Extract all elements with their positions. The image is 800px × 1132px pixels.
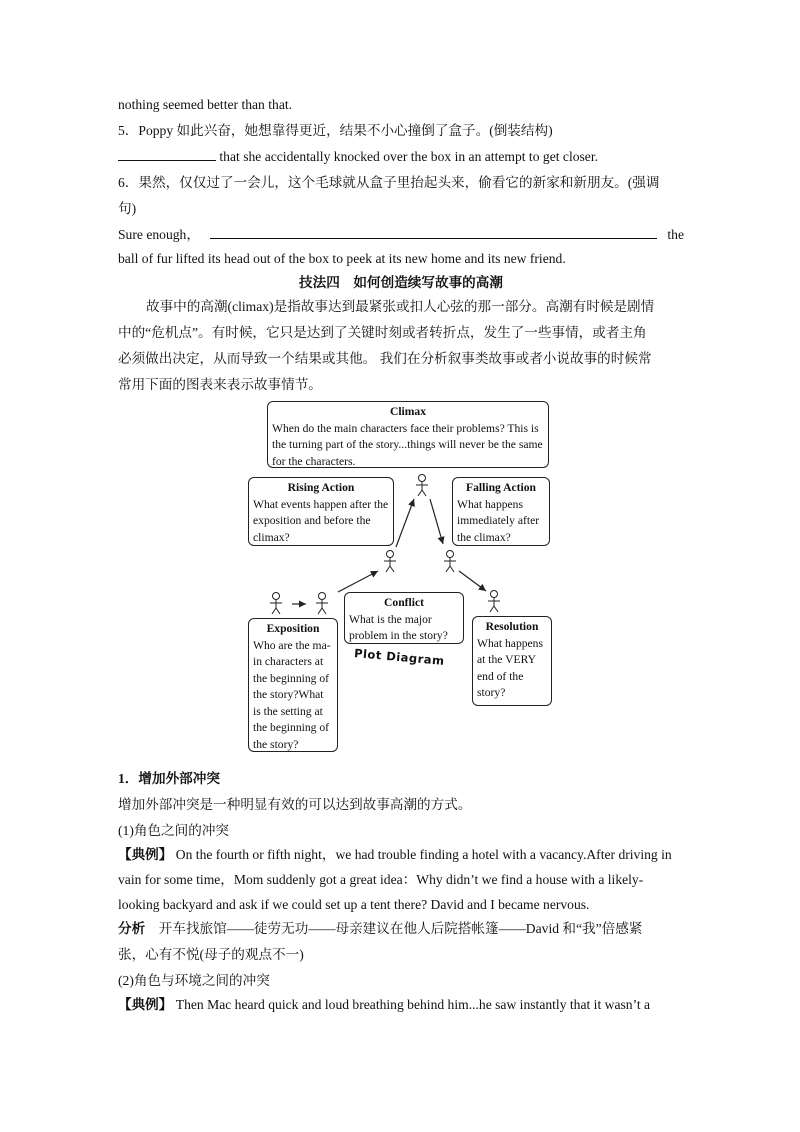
character-icon xyxy=(440,549,460,573)
box-title: Rising Action xyxy=(287,481,355,494)
falling-action-box xyxy=(452,477,550,546)
text-line: nothing seemed better than that. xyxy=(118,97,293,112)
answer-prefix: Sure enough， xyxy=(118,227,200,242)
analysis-tag: 分析 xyxy=(118,921,146,936)
arrow xyxy=(430,499,443,544)
arrow xyxy=(338,571,378,592)
box-text: What is the major problem in the story? xyxy=(349,612,448,642)
paragraph-line: 增加外部冲突是一种明显有效的可以达到故事高潮的方式。 xyxy=(118,797,472,812)
sub-item: (1)角色之间的冲突 xyxy=(118,823,230,838)
box-title: Conflict xyxy=(384,596,424,609)
analysis-line: 张，心有不悦(母子的观点不一) xyxy=(118,947,304,962)
paragraph-line: 常用下面的图表来表示故事情节。 xyxy=(118,377,322,392)
character-icon xyxy=(484,589,504,613)
plot-diagram-title: Plot Diagram xyxy=(353,646,446,668)
sub-item: (2)角色与环境之间的冲突 xyxy=(118,973,270,988)
box-title: Climax xyxy=(389,405,427,418)
paragraph-line: 必须做出决定，从而导致一个结果或其他。 我们在分析叙事类故事或者小说故事的时候常 xyxy=(118,351,652,366)
plot-diagram xyxy=(246,399,556,757)
analysis-line xyxy=(118,920,684,938)
example-tag: 【典例】 xyxy=(118,997,173,1012)
question-6-cont: 句) xyxy=(118,201,137,216)
section-heading: 技法四 如何创造续写故事的高潮 xyxy=(299,275,503,290)
answer-suffix: the xyxy=(667,227,684,242)
example-line: vain for some time，Mom suddenly got a great idea：Why didn’t we find a house with a likely- xyxy=(118,872,644,887)
paragraph-line: 故事中的高潮(climax)是指故事达到最紧张或扣人心弦的那一部分。高潮有时候是剧情 xyxy=(146,299,655,314)
character-icon xyxy=(266,591,286,615)
character-icon xyxy=(412,473,432,497)
box-text: What happens immediately after the climax? xyxy=(457,497,540,544)
answer-line-6 xyxy=(118,226,684,244)
box-text: What events happen after the exposition and before the climax? xyxy=(253,497,389,544)
box-text: When do the main characters face their problems? This is the turning part of the story...things will never be the same for the characters. xyxy=(272,421,543,468)
answer-line-5 xyxy=(118,148,684,166)
box-text: Who are the ma-in characters at the beginning of the story?What is the setting at the beginning of the story? xyxy=(253,638,331,751)
climax-box xyxy=(267,401,549,468)
character-icon xyxy=(312,591,332,615)
example-line xyxy=(118,996,684,1014)
answer-blank[interactable] xyxy=(118,148,216,161)
answer-blank[interactable] xyxy=(210,226,657,239)
box-text: What happens at the VERY end of the story? xyxy=(477,636,543,699)
exposition-box xyxy=(248,618,338,752)
rising-action-box xyxy=(248,477,394,546)
example-text: Then Mac heard quick and loud breathing behind him...he saw instantly that it wasn’t a xyxy=(172,997,651,1012)
box-title: Exposition xyxy=(266,622,320,635)
subsection-heading: 1．增加外部冲突 xyxy=(118,771,220,786)
resolution-box xyxy=(472,616,552,706)
paragraph-line: 中的“危机点”。有时候，它只是达到了关键时刻或者转折点，发生了一些事情，或者主角 xyxy=(118,325,647,340)
character-icon xyxy=(380,549,400,573)
conflict-box xyxy=(344,592,464,644)
question-6: 6．果然，仅仅过了一会儿，这个毛球就从盒子里抬起头来，偷看它的新家和新朋友。(强调 xyxy=(118,175,660,190)
arrow xyxy=(459,571,486,591)
example-line: looking backyard and ask if we could set up a tent there? David and I became nervous. xyxy=(118,897,590,912)
example-text: On the fourth or fifth night，we had trouble finding a hotel with a vacancy.After driving in xyxy=(172,847,672,862)
example-tag: 【典例】 xyxy=(118,847,173,862)
analysis-text: 开车找旅馆——徒劳无功——母亲建议在他人后院搭帐篷——David 和“我”倍感紧 xyxy=(145,921,643,936)
answer-text: that she accidentally knocked over the box in an attempt to get closer. xyxy=(219,149,599,164)
arrow xyxy=(396,499,414,547)
box-title: Resolution xyxy=(485,620,539,633)
question-5: 5．Poppy 如此兴奋，她想靠得更近，结果不小心撞倒了盒子。(倒装结构) xyxy=(118,123,553,138)
box-title: Falling Action xyxy=(466,481,536,494)
example-line xyxy=(118,846,684,864)
answer-text-cont: ball of fur lifted its head out of the box to peek at its new home and its new friend. xyxy=(118,251,566,266)
